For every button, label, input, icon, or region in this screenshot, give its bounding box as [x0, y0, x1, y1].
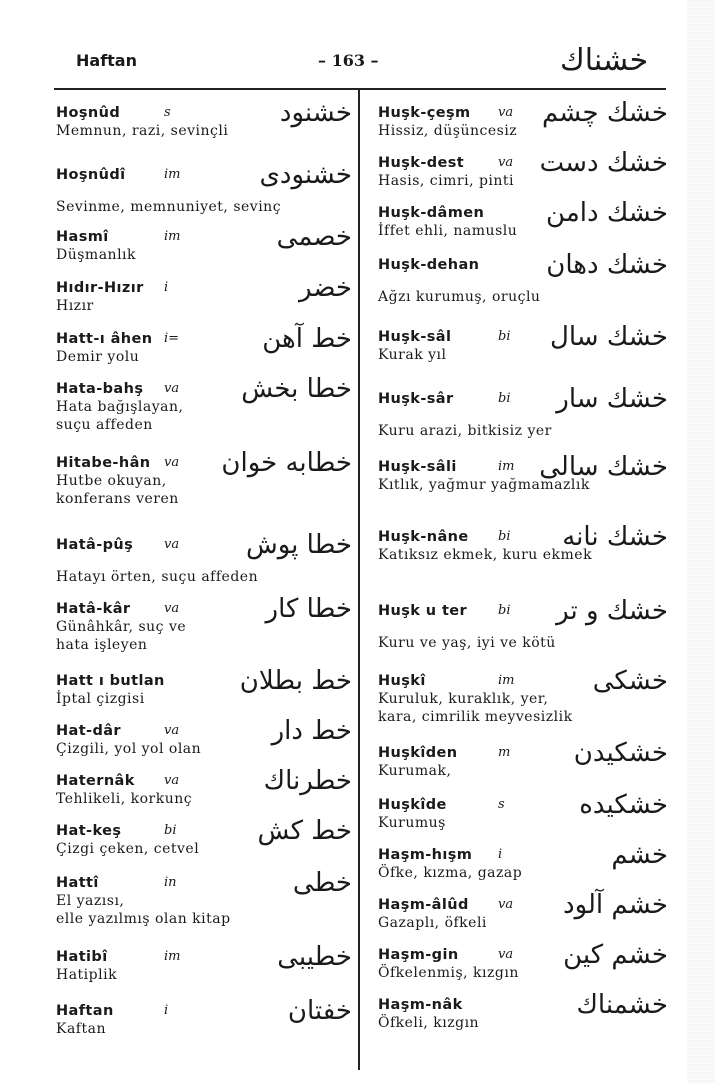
part-of-speech: im [498, 673, 515, 688]
dictionary-entry [378, 384, 668, 440]
arabic-script: خشكى [592, 666, 668, 696]
entry-headword: Hatâ-pûş [56, 537, 134, 553]
part-of-speech: s [498, 797, 505, 812]
entry-headword: Hat-dâr [56, 723, 121, 739]
arabic-script: خشكيدن [573, 738, 668, 768]
arabic-script: خشم [611, 840, 668, 870]
dictionary-entry [378, 790, 668, 832]
arabic-script: خطيبى [277, 942, 352, 972]
part-of-speech: bi [498, 329, 511, 344]
entry-definition: İffet ehli, namuslu [378, 223, 518, 239]
entry-definition: elle yazılmış olan kitap [56, 911, 231, 927]
entry-definition: Öfkelenmiş, kızgın [378, 965, 519, 981]
arabic-script: خطا بخش [241, 374, 352, 404]
page-number: – 163 – [318, 51, 379, 70]
entry-headword: Huşkîde [378, 797, 447, 813]
dictionary-entry [56, 942, 352, 984]
dictionary-entry [56, 273, 352, 315]
dictionary-entry [56, 222, 352, 264]
entry-definition: Kurumak, [378, 763, 452, 779]
entry-headword: Huşk-sâr [378, 391, 454, 407]
entry-definition: Tehlikeli, korkunç [56, 791, 193, 807]
entry-definition: kara, cimrilik meyvesizlik [378, 709, 573, 725]
entry-definition: suçu affeden [56, 417, 153, 433]
arabic-script: خفتان [287, 996, 352, 1026]
arabic-script: خشك دامن [546, 198, 668, 228]
part-of-speech: va [164, 381, 180, 396]
entry-headword: Huşk u ter [378, 603, 468, 619]
entry-definition: Katıksız ekmek, kuru ekmek [378, 547, 593, 563]
part-of-speech: va [164, 455, 180, 470]
scan-edge [687, 0, 715, 1083]
dictionary-entry [56, 666, 352, 708]
entry-definition: konferans veren [56, 491, 179, 507]
dictionary-entry [56, 448, 352, 508]
part-of-speech: im [164, 167, 181, 182]
dictionary-entry [56, 530, 352, 586]
arabic-script: خطابه خوان [221, 448, 352, 478]
dictionary-entry [378, 322, 668, 364]
part-of-speech: m [498, 745, 511, 760]
entry-headword: Haternâk [56, 773, 135, 789]
entry-headword: Hat-keş [56, 823, 122, 839]
arabic-script: خشم آلود [563, 890, 668, 920]
dictionary-entry [378, 738, 668, 780]
dictionary-entry [378, 940, 668, 982]
arabic-script: خشك دست [539, 148, 668, 178]
arabic-script: خشك نانه [562, 522, 668, 552]
dictionary-entry [56, 816, 352, 858]
part-of-speech: im [164, 229, 181, 244]
entry-definition: Kaftan [56, 1021, 106, 1037]
entry-definition: Düşmanlık [56, 247, 137, 263]
part-of-speech: va [164, 537, 180, 552]
dictionary-entry [56, 766, 352, 808]
entry-definition: Öfkeli, kızgın [378, 1015, 480, 1031]
entry-definition: Kıtlık, yağmur yağmamazlık [378, 477, 590, 493]
entry-headword: Haşm-gin [378, 947, 459, 963]
arabic-script: خطا كار [265, 594, 352, 624]
entry-definition: Çizgili, yol yol olan [56, 741, 202, 757]
dictionary-entry [56, 868, 352, 928]
part-of-speech: va [498, 155, 514, 170]
arabic-script: خصمى [276, 222, 352, 252]
entry-definition: Günâhkâr, suç ve [56, 619, 187, 635]
entry-definition: Hutbe okuyan, [56, 473, 167, 489]
entry-headword: Hasmî [56, 229, 109, 245]
part-of-speech: va [498, 897, 514, 912]
entry-definition: Kurumuş [378, 815, 446, 831]
entry-definition: İptal çizgisi [56, 691, 145, 707]
dictionary-entry [378, 452, 668, 494]
dictionary-entry [56, 160, 352, 216]
entry-headword: Haşm-hışm [378, 847, 473, 863]
arabic-script: خشك سار [556, 384, 668, 414]
part-of-speech: i [498, 847, 503, 862]
part-of-speech: s [164, 105, 171, 120]
header-rule [54, 88, 666, 90]
running-head-arabic: خشناك [560, 43, 649, 78]
entry-headword: Hata-bahş [56, 381, 144, 397]
dictionary-entry [378, 596, 668, 652]
entry-headword: Huşk-sâli [378, 459, 457, 475]
part-of-speech: i= [164, 331, 180, 346]
entry-definition: Ağzı kurumuş, oruçlu [378, 289, 541, 305]
part-of-speech: im [164, 949, 181, 964]
dictionary-entry [378, 250, 668, 306]
entry-headword: Hıdır-Hızır [56, 280, 144, 296]
arabic-script: خشك دهان [546, 250, 668, 280]
dictionary-entry [378, 198, 668, 240]
entry-definition: Gazaplı, öfkeli [378, 915, 487, 931]
entry-headword: Huşkî [378, 673, 426, 689]
entry-headword: Huşkîden [378, 745, 458, 761]
part-of-speech: va [164, 773, 180, 788]
arabic-script: خشكيده [579, 790, 668, 820]
entry-headword: Hattî [56, 875, 99, 891]
arabic-script: خط آهن [262, 324, 352, 354]
entry-headword: Hatt ı butlan [56, 673, 165, 689]
arabic-script: خشك و تر [556, 596, 668, 626]
dictionary-entry [56, 324, 352, 366]
entry-definition: Kuru ve yaş, iyi ve kötü [378, 635, 556, 651]
entry-definition: Hatayı örten, suçu affeden [56, 569, 259, 585]
entry-definition: Memnun, razi, sevinçli [56, 123, 229, 139]
entry-definition: Sevinme, memnuniyet, sevinç [56, 199, 282, 215]
entry-headword: Hoşnûd [56, 105, 121, 121]
arabic-script: خط كش [257, 816, 352, 846]
running-head-left: Haftan [76, 51, 137, 70]
entry-headword: Haşm-âlûd [378, 897, 469, 913]
entry-definition: Hızır [56, 298, 94, 314]
entry-definition: hata işleyen [56, 637, 148, 653]
entry-definition: Kuruluk, kuraklık, yer, [378, 691, 549, 707]
entry-headword: Huşk-dehan [378, 257, 480, 273]
arabic-script: خشمناك [576, 990, 668, 1020]
entry-definition: Kuru arazi, bitkisiz yer [378, 423, 552, 439]
entry-definition: Çizgi çeken, cetvel [56, 841, 200, 857]
dictionary-entry [56, 996, 352, 1038]
dictionary-entry [56, 98, 352, 140]
dictionary-entry [56, 594, 352, 654]
entry-definition: El yazısı, [56, 893, 125, 909]
dictionary-entry [378, 98, 668, 140]
dictionary-entry [56, 374, 352, 434]
entry-definition: Hissiz, düşüncesiz [378, 123, 518, 139]
dictionary-entry [378, 666, 668, 726]
arabic-script: خشنودى [259, 160, 352, 190]
entry-headword: Huşk-çeşm [378, 105, 471, 121]
arabic-script: خشك سالى [539, 452, 668, 482]
part-of-speech: va [498, 105, 514, 120]
entry-headword: Hoşnûdî [56, 167, 126, 183]
entry-headword: Huşk-nâne [378, 529, 469, 545]
part-of-speech: bi [164, 823, 177, 838]
part-of-speech: i [164, 1003, 169, 1018]
page-header [0, 45, 715, 80]
arabic-script: خضر [299, 273, 352, 303]
part-of-speech: in [164, 875, 177, 890]
arabic-script: خشك سال [549, 322, 668, 352]
arabic-script: خشنود [279, 98, 352, 128]
entry-headword: Huşk-dâmen [378, 205, 485, 221]
entry-definition: Hasis, cimri, pinti [378, 173, 515, 189]
part-of-speech: va [498, 947, 514, 962]
entry-headword: Huşk-sâl [378, 329, 452, 345]
part-of-speech: im [498, 459, 515, 474]
part-of-speech: bi [498, 391, 511, 406]
entry-definition: Hata bağışlayan, [56, 399, 184, 415]
arabic-script: خطرناك [263, 766, 352, 796]
dictionary-entry [378, 148, 668, 190]
entry-headword: Hitabe-hân [56, 455, 151, 471]
arabic-script: خشم كين [563, 940, 668, 970]
dictionary-entry [378, 840, 668, 882]
entry-headword: Haşm-nâk [378, 997, 463, 1013]
entry-headword: Hatibî [56, 949, 108, 965]
column-divider [358, 90, 360, 1070]
arabic-script: خشك چشم [541, 98, 668, 128]
dictionary-entry [378, 890, 668, 932]
entry-headword: Huşk-dest [378, 155, 465, 171]
entry-definition: Öfke, kızma, gazap [378, 865, 523, 881]
part-of-speech: va [164, 723, 180, 738]
dictionary-entry [56, 716, 352, 758]
entry-headword: Haftan [56, 1003, 114, 1019]
dictionary-entry [378, 522, 668, 564]
part-of-speech: i [164, 280, 169, 295]
entry-definition: Kurak yıl [378, 347, 447, 363]
arabic-script: خطا پوش [246, 530, 352, 560]
entry-headword: Hatâ-kâr [56, 601, 131, 617]
part-of-speech: va [164, 601, 180, 616]
dictionary-entry [378, 990, 668, 1032]
part-of-speech: bi [498, 529, 511, 544]
entry-definition: Hatiplik [56, 967, 118, 983]
entry-headword: Hatt-ı âhen [56, 331, 153, 347]
arabic-script: خط بطلان [239, 666, 352, 696]
part-of-speech: bi [498, 603, 511, 618]
arabic-script: خطى [292, 868, 352, 898]
entry-definition: Demir yolu [56, 349, 140, 365]
arabic-script: خط دار [271, 716, 352, 746]
